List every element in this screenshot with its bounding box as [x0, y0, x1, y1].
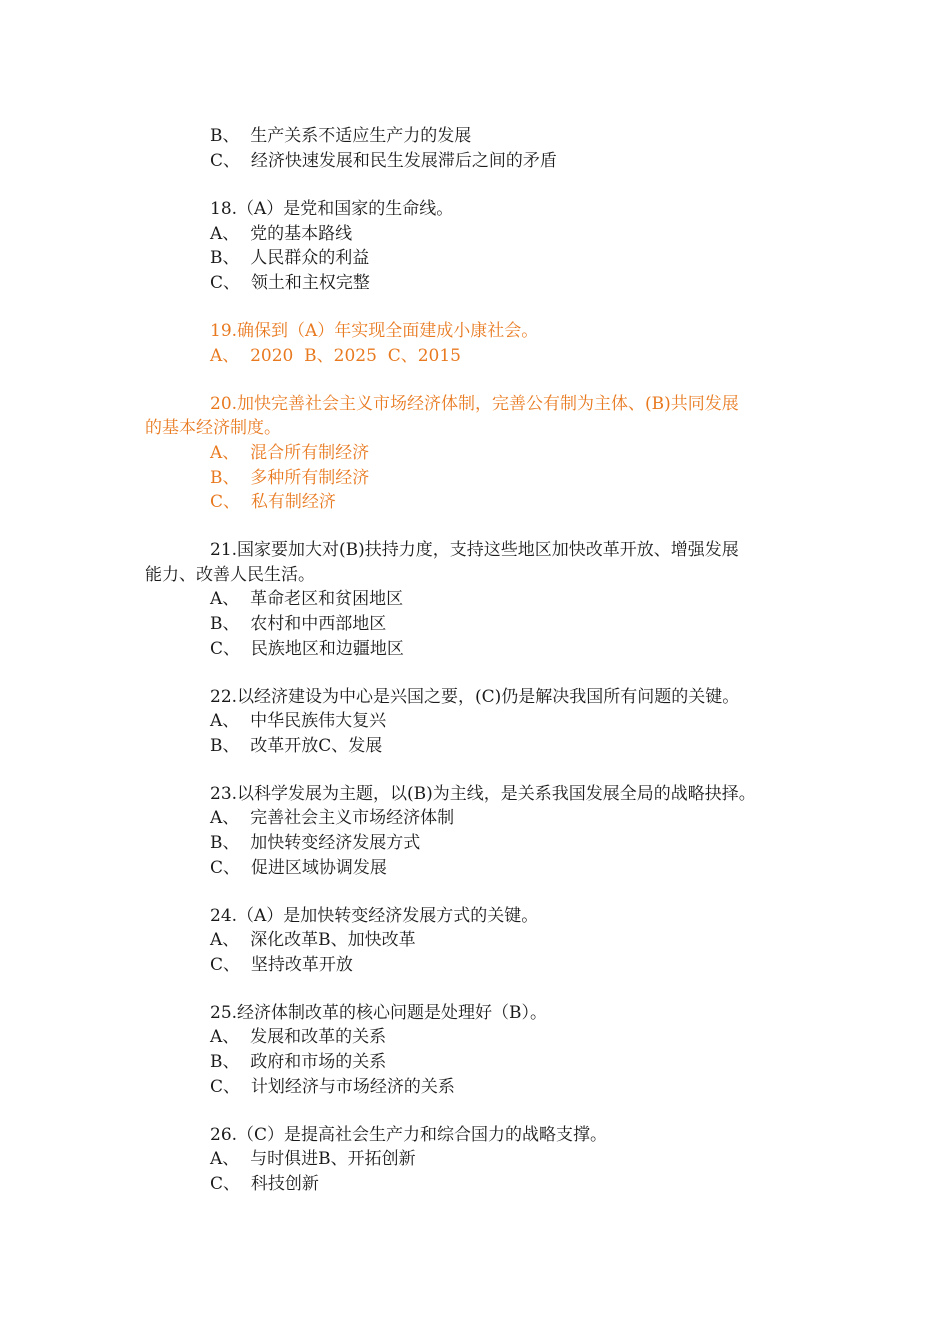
q18-option-c: C、 领土和主权完整	[210, 273, 370, 293]
q25-option-b: B、 政府和市场的关系	[210, 1052, 387, 1072]
q23-option-a: A、 完善社会主义市场经济体制	[210, 808, 455, 828]
q21-question: 21.国家要加大对(B)扶持力度，支持这些地区加快改革开放、增强发展	[210, 540, 739, 560]
q22-option-a: A、 中华民族伟大复兴	[210, 711, 387, 731]
q25-option-c: C、 计划经济与市场经济的关系	[210, 1077, 455, 1097]
q20-option-a: A、 混合所有制经济	[210, 443, 370, 463]
q26-option-ab: A、 与时俱进B、开拓创新	[210, 1149, 416, 1169]
q22-question: 22.以经济建设为中心是兴国之要，(C)仍是解决我国所有问题的关键。	[210, 687, 740, 707]
q22-option-b: B、 改革开放C、发展	[210, 736, 383, 756]
q17-option-c: C、 经济快速发展和民生发展滞后之间的矛盾	[210, 151, 557, 171]
q23-option-c: C、 促进区域协调发展	[210, 858, 387, 878]
q21-option-c: C、 民族地区和边疆地区	[210, 639, 404, 659]
q18-option-a: A、 党的基本路线	[210, 224, 353, 244]
q18-option-b: B、 人民群众的利益	[210, 248, 370, 268]
q24-question: 24.（A）是加快转变经济发展方式的关键。	[210, 906, 539, 926]
q24-option-ab: A、 深化改革B、加快改革	[210, 930, 416, 950]
q20-question-cont: 的基本经济制度。	[145, 418, 281, 438]
q18-question: 18.（A）是党和国家的生命线。	[210, 199, 454, 219]
q19-options: A、 2020 B、2025 C、2015	[210, 346, 461, 366]
q21-option-a: A、 革命老区和贫困地区	[210, 589, 404, 609]
q25-option-a: A、 发展和改革的关系	[210, 1027, 387, 1047]
q20-question: 20.加快完善社会主义市场经济体制，完善公有制为主体、(B)共同发展	[210, 394, 739, 414]
q21-option-b: B、 农村和中西部地区	[210, 614, 387, 634]
q23-option-b: B、 加快转变经济发展方式	[210, 833, 421, 853]
q24-option-c: C、 坚持改革开放	[210, 955, 353, 975]
q20-option-b: B、 多种所有制经济	[210, 468, 370, 488]
q26-option-c: C、 科技创新	[210, 1174, 319, 1194]
q19-question: 19.确保到（A）年实现全面建成小康社会。	[210, 321, 539, 341]
q25-question: 25.经济体制改革的核心问题是处理好（B）。	[210, 1003, 548, 1023]
q20-option-c: C、 私有制经济	[210, 492, 336, 512]
q17-option-b: B、 生产关系不适应生产力的发展	[210, 126, 472, 146]
q23-question: 23.以科学发展为主题，以(B)为主线，是关系我国发展全局的战略抉择。	[210, 784, 756, 804]
q26-question: 26.（C）是提高社会生产力和综合国力的战略支撑。	[210, 1125, 608, 1145]
q21-question-cont: 能力、改善人民生活。	[145, 565, 315, 585]
